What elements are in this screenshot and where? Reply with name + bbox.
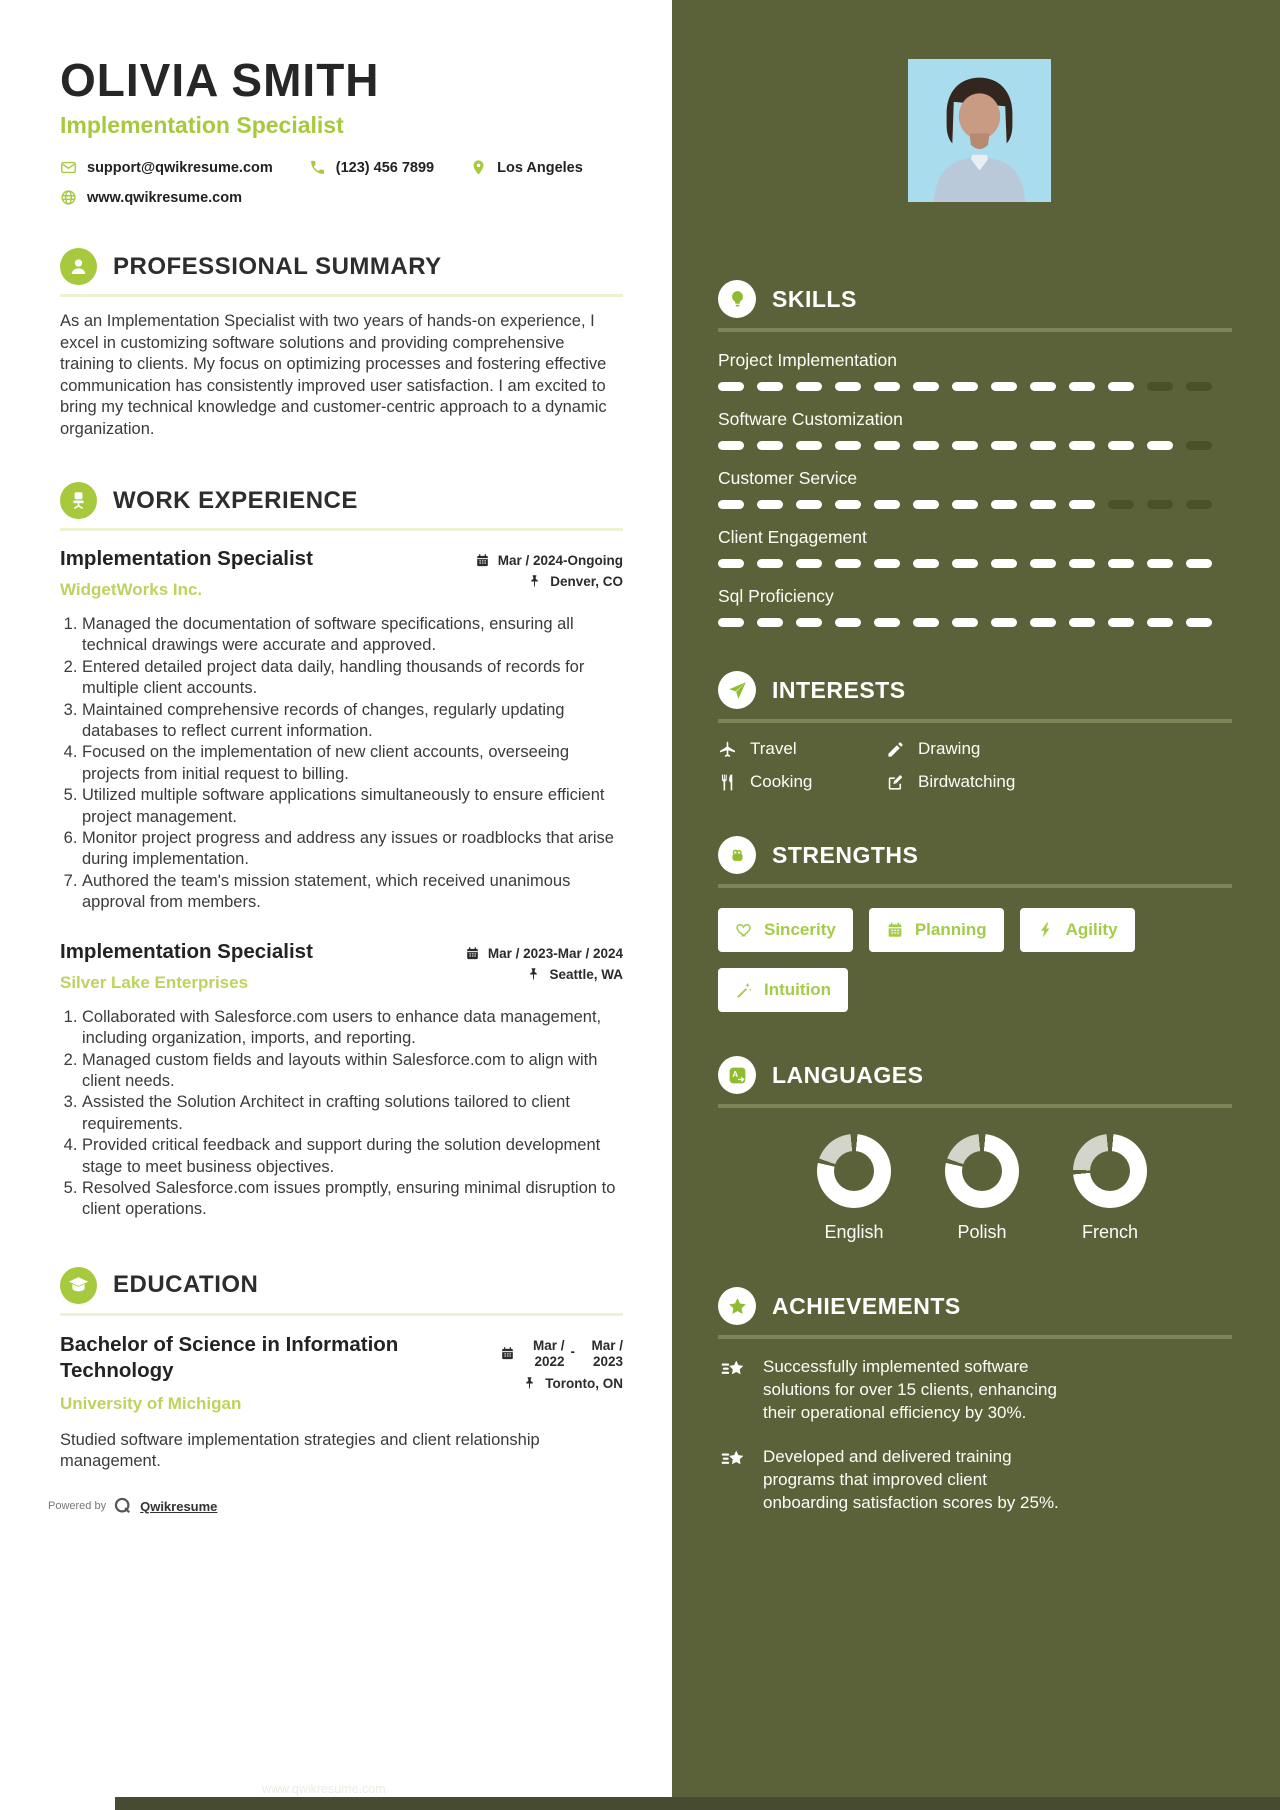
job-bullet: 5. Resolved Salesforce.com issues promptly, ensuring minimal disruption to client operations. [82, 1178, 623, 1221]
headshot-illustration [908, 59, 1051, 202]
skill-dash [718, 559, 744, 568]
job-bullet: 3. Maintained comprehensive records of changes, regularly updating databases to reflect current information. [82, 700, 623, 743]
pencil-icon [886, 740, 905, 759]
shooting-star-icon [718, 1447, 748, 1473]
job-entry [60, 547, 623, 914]
strengths-title: STRENGTHS [772, 841, 919, 868]
office-chair-icon [60, 482, 97, 519]
skill-dash [835, 441, 861, 450]
skill-dash [757, 618, 783, 627]
interests-heading [718, 671, 1232, 709]
section-work-experience [60, 482, 623, 1221]
summary-text: As an Implementation Specialist with two years of hands-on experience, I excel in customizing software solutions and providing comprehensive training to clients. My focus on optimizing processes and fostering effective communication has consistently improved user satisfaction. I am excited to bring my technical knowledge and customer-centric approach to a dynamic organization. [60, 312, 607, 438]
achievements-heading [718, 1287, 1232, 1325]
skill-dash [1186, 441, 1212, 450]
skill-dash [952, 618, 978, 627]
phone-icon [309, 159, 326, 176]
skill-bar [718, 382, 1232, 391]
location-text: Los Angeles [497, 159, 583, 176]
skill-dash [1186, 618, 1212, 627]
interests-list [718, 739, 1232, 792]
skill-dash [874, 559, 900, 568]
job-title: Implementation Specialist [60, 939, 313, 963]
skills-heading [718, 280, 1232, 318]
skill-dash [1186, 559, 1212, 568]
strength-chip [718, 908, 853, 952]
interests-title: INTERESTS [772, 676, 906, 703]
skill-dash [1069, 441, 1095, 450]
degree-name: Bachelor of Science in Information Technology [60, 1332, 399, 1382]
skill-dash [1030, 382, 1056, 391]
skill-dash [952, 382, 978, 391]
job-bullet: 5. Utilized multiple software applications simultaneously to ensure efficient project management. [82, 785, 623, 828]
job-bullet: 1. Collaborated with Salesforce.com users to enhance data management, including organization, imports, and reporting. [82, 1007, 623, 1050]
skill-row [718, 586, 1232, 627]
fist-icon [718, 836, 756, 874]
calendar-icon [500, 1346, 515, 1361]
skill-dash [718, 382, 744, 391]
job-bullet: 2. Entered detailed project data daily, handling thousands of records for multiple client accounts. [82, 657, 623, 700]
skill-dash [757, 559, 783, 568]
skill-bar [718, 500, 1232, 509]
job-header [60, 940, 623, 993]
job-location-text: Seattle, WA [549, 966, 623, 982]
education-date-separator: - [570, 1343, 575, 1359]
job-header-left [60, 547, 313, 600]
strength-label: Planning [914, 920, 987, 939]
skill-dash [913, 559, 939, 568]
achievement-text: Successfully implemented software solutions for over 15 clients, enhancing their operational efficiency by 30%. [763, 1357, 1057, 1422]
skill-dash [757, 382, 783, 391]
skill-bar [718, 618, 1232, 627]
skill-dash [796, 559, 822, 568]
language-donut [945, 1134, 1019, 1208]
skill-dash [1030, 441, 1056, 450]
skill-dash [1030, 559, 1056, 568]
star-icon [718, 1287, 756, 1325]
paper-plane-icon [718, 671, 756, 709]
skill-label: Software Customization [718, 409, 903, 429]
section-strengths [718, 836, 1232, 1012]
interest-label: Cooking [750, 772, 813, 791]
skill-dash [913, 382, 939, 391]
achievement-item [718, 1355, 1232, 1424]
skill-dash [1030, 500, 1056, 509]
edit-icon [886, 773, 905, 792]
skill-dash [1147, 441, 1173, 450]
skill-dash [1186, 500, 1212, 509]
summary-title: PROFESSIONAL SUMMARY [113, 252, 442, 280]
skill-dash [1108, 382, 1134, 391]
languages-heading [718, 1056, 1232, 1094]
skill-dash [991, 559, 1017, 568]
translate-icon [718, 1056, 756, 1094]
section-divider [718, 1104, 1232, 1108]
skill-dash [835, 500, 861, 509]
job-bullet: 2. Managed custom fields and layouts within Salesforce.com to align with client needs. [82, 1050, 623, 1093]
skill-dash [1108, 500, 1134, 509]
email-text: support@qwikresume.com [87, 159, 273, 176]
globe-icon [60, 189, 77, 206]
skill-dash [1030, 618, 1056, 627]
profile-photo [908, 59, 1051, 202]
interest-item [718, 739, 886, 759]
skill-dash [757, 441, 783, 450]
job-date-text: Mar / 2023-Mar / 2024 [487, 945, 623, 961]
language-item [1073, 1134, 1147, 1243]
location-pin-icon [470, 159, 487, 176]
job-location-text: Denver, CO [550, 574, 623, 589]
job-company: Silver Lake Enterprises [60, 972, 249, 992]
achievements-title: ACHIEVEMENTS [772, 1292, 961, 1319]
job-bullet-list [60, 1007, 623, 1221]
skill-dash [1069, 618, 1095, 627]
section-divider [718, 1335, 1232, 1339]
section-divider [60, 1313, 623, 1316]
job-meta [465, 940, 623, 982]
skill-row [718, 468, 1232, 509]
skill-label: Sql Proficiency [718, 586, 834, 606]
achievements-list [718, 1355, 1232, 1514]
pushpin-icon [522, 1376, 537, 1391]
skill-row [718, 350, 1232, 391]
job-date-text: Mar / 2024-Ongoing [497, 553, 623, 568]
work-title: WORK EXPERIENCE [113, 486, 358, 514]
person-icon [60, 248, 97, 285]
achievement-item [718, 1445, 1232, 1514]
skill-dash [913, 618, 939, 627]
email-link[interactable] [60, 159, 273, 176]
interest-label: Birdwatching [918, 772, 1016, 791]
school-name: University of Michigan [60, 1393, 242, 1413]
strengths-heading [718, 836, 1232, 874]
strength-label: Sincerity [764, 920, 836, 939]
summary-heading [60, 248, 623, 285]
education-note: Studied software implementation strategies and client relationship management. [60, 1430, 540, 1471]
job-company: WidgetWorks Inc. [60, 580, 203, 599]
language-label: Polish [957, 1222, 1007, 1242]
strength-chip [718, 968, 848, 1012]
skill-dash [991, 441, 1017, 450]
skill-dash [796, 441, 822, 450]
skill-dash [1069, 559, 1095, 568]
skills-list [718, 350, 1232, 627]
skill-dash [1147, 618, 1173, 627]
section-divider [718, 328, 1232, 332]
education-meta [500, 1332, 624, 1414]
education-date-end: Mar / 2023 [591, 1337, 623, 1369]
job-date [465, 946, 623, 961]
website-link[interactable] [60, 189, 242, 206]
job-bullet: 7. Authored the team's mission statement, which received unanimous approval from members. [82, 871, 623, 914]
skill-dash [718, 500, 744, 509]
job-bullet: 1. Managed the documentation of software specifications, ensuring all technical drawings were accurate and approved. [82, 614, 623, 657]
skill-dash [991, 382, 1017, 391]
plane-icon [718, 740, 737, 759]
education-heading [60, 1267, 623, 1304]
qwikresume-logo-icon [113, 1496, 133, 1516]
powered-by-footer [48, 1496, 217, 1516]
skill-bar [718, 441, 1232, 450]
skill-dash [952, 441, 978, 450]
skill-dash [1147, 382, 1173, 391]
interest-item [886, 739, 1232, 759]
skills-title: SKILLS [772, 285, 857, 312]
skill-dash [874, 382, 900, 391]
skill-dash [991, 500, 1017, 509]
work-heading [60, 482, 623, 519]
language-item [817, 1134, 891, 1243]
skill-label: Customer Service [718, 468, 858, 488]
interest-item [886, 772, 1232, 792]
education-location [500, 1376, 624, 1391]
strength-chip [869, 908, 1004, 952]
section-achievements [718, 1287, 1232, 1514]
jobs-list [60, 547, 623, 1221]
skill-dash [874, 618, 900, 627]
education-title: EDUCATION [113, 1271, 259, 1299]
sidebar [672, 0, 1280, 1810]
section-professional-summary [60, 248, 623, 440]
lightbulb-icon [718, 280, 756, 318]
skill-dash [796, 382, 822, 391]
skill-dash [835, 618, 861, 627]
skill-dash [952, 500, 978, 509]
section-divider [60, 294, 623, 297]
job-location [475, 574, 623, 589]
section-languages [718, 1056, 1232, 1243]
calendar-icon [465, 946, 480, 961]
wand-icon [735, 981, 753, 999]
education-location-text: Toronto, ON [545, 1375, 623, 1391]
job-bullet: 3. Assisted the Solution Architect in crafting solutions tailored to client requirements. [82, 1092, 623, 1135]
section-divider [718, 884, 1232, 888]
job-location [465, 967, 623, 982]
strength-chip [1020, 908, 1135, 952]
education-entry [60, 1332, 623, 1414]
achievement-text: Developed and delivered training programs that improved client onboarding satisfaction scores by 25%. [763, 1447, 1059, 1512]
skill-dash [991, 618, 1017, 627]
strength-label: Agility [1065, 920, 1118, 939]
skill-dash [913, 500, 939, 509]
location-item [470, 159, 583, 176]
interest-label: Drawing [918, 739, 981, 758]
skill-dash [1069, 500, 1095, 509]
strengths-list [718, 908, 1232, 1012]
job-header [60, 547, 623, 600]
language-label: French [1081, 1222, 1139, 1242]
skill-dash [1108, 441, 1134, 450]
skill-dash [796, 500, 822, 509]
job-bullet: 6. Monitor project progress and address any issues or roadblocks that arise during implementation. [82, 828, 623, 871]
bottom-strip [115, 1797, 1280, 1810]
skill-label: Client Engagement [718, 527, 867, 547]
skill-label: Project Implementation [718, 350, 897, 370]
bolt-icon [1037, 921, 1055, 939]
section-education [60, 1267, 623, 1473]
graduation-icon [60, 1267, 97, 1304]
section-interests [718, 671, 1232, 792]
qwikresume-link[interactable]: Qwikresume [140, 1498, 218, 1514]
phone-link[interactable] [309, 159, 434, 176]
skill-dash [1186, 382, 1212, 391]
job-meta [475, 547, 623, 589]
language-label: English [824, 1222, 884, 1242]
job-header-left [60, 940, 313, 993]
skill-dash [952, 559, 978, 568]
job-date [475, 553, 623, 568]
languages-list [718, 1134, 1232, 1243]
skill-dash [874, 500, 900, 509]
calendar-icon [475, 553, 490, 568]
heart-icon [735, 921, 753, 939]
section-divider [718, 719, 1232, 723]
powered-by-label: Powered by [48, 1500, 107, 1512]
education-date [500, 1338, 624, 1370]
contact-row [60, 159, 623, 176]
job-title: Implementation Specialist [60, 547, 313, 570]
language-donut [1073, 1134, 1147, 1208]
shooting-star-icon [718, 1357, 748, 1383]
skill-dash [1147, 500, 1173, 509]
contact-row-2 [60, 189, 623, 206]
utensils-icon [718, 773, 737, 792]
section-skills [718, 280, 1232, 627]
skill-bar [718, 559, 1232, 568]
skill-dash [1069, 382, 1095, 391]
phone-text: (123) 456 7899 [335, 159, 435, 176]
interest-label: Travel [750, 739, 797, 758]
pushpin-icon [526, 967, 541, 982]
language-item [945, 1134, 1019, 1243]
languages-title: LANGUAGES [772, 1061, 924, 1088]
language-donut [817, 1134, 891, 1208]
website-text: www.qwikresume.com [87, 189, 242, 206]
skill-dash [796, 618, 822, 627]
skill-dash [1108, 618, 1134, 627]
strength-label: Intuition [764, 980, 832, 999]
interest-item [718, 772, 886, 792]
candidate-name: OLIVIA SMITH [60, 54, 380, 106]
skill-dash [718, 441, 744, 450]
skill-row [718, 409, 1232, 450]
pushpin-icon [527, 574, 542, 589]
site-footer-link[interactable]: www.qwikresume.com [262, 1782, 386, 1796]
skill-dash [835, 382, 861, 391]
skill-dash [1108, 559, 1134, 568]
skill-dash [757, 500, 783, 509]
job-bullet: 4. Focused on the implementation of new client accounts, overseeing projects from initial request to billing. [82, 742, 623, 785]
candidate-title: Implementation Specialist [60, 112, 344, 138]
svg-text:A: A [731, 1069, 738, 1079]
skill-dash [835, 559, 861, 568]
skill-dash [913, 441, 939, 450]
section-divider [60, 528, 623, 531]
skill-dash [718, 618, 744, 627]
skill-dash [1147, 559, 1173, 568]
education-date-start: Mar / 2022 [532, 1337, 565, 1369]
skill-dash [874, 441, 900, 450]
job-bullet-list [60, 614, 623, 914]
job-bullet: 4. Provided critical feedback and support during the solution development stage to meet business objectives. [82, 1135, 623, 1178]
calendar-icon [886, 921, 904, 939]
skill-row [718, 527, 1232, 568]
job-entry [60, 940, 623, 1221]
mail-icon [60, 159, 77, 176]
